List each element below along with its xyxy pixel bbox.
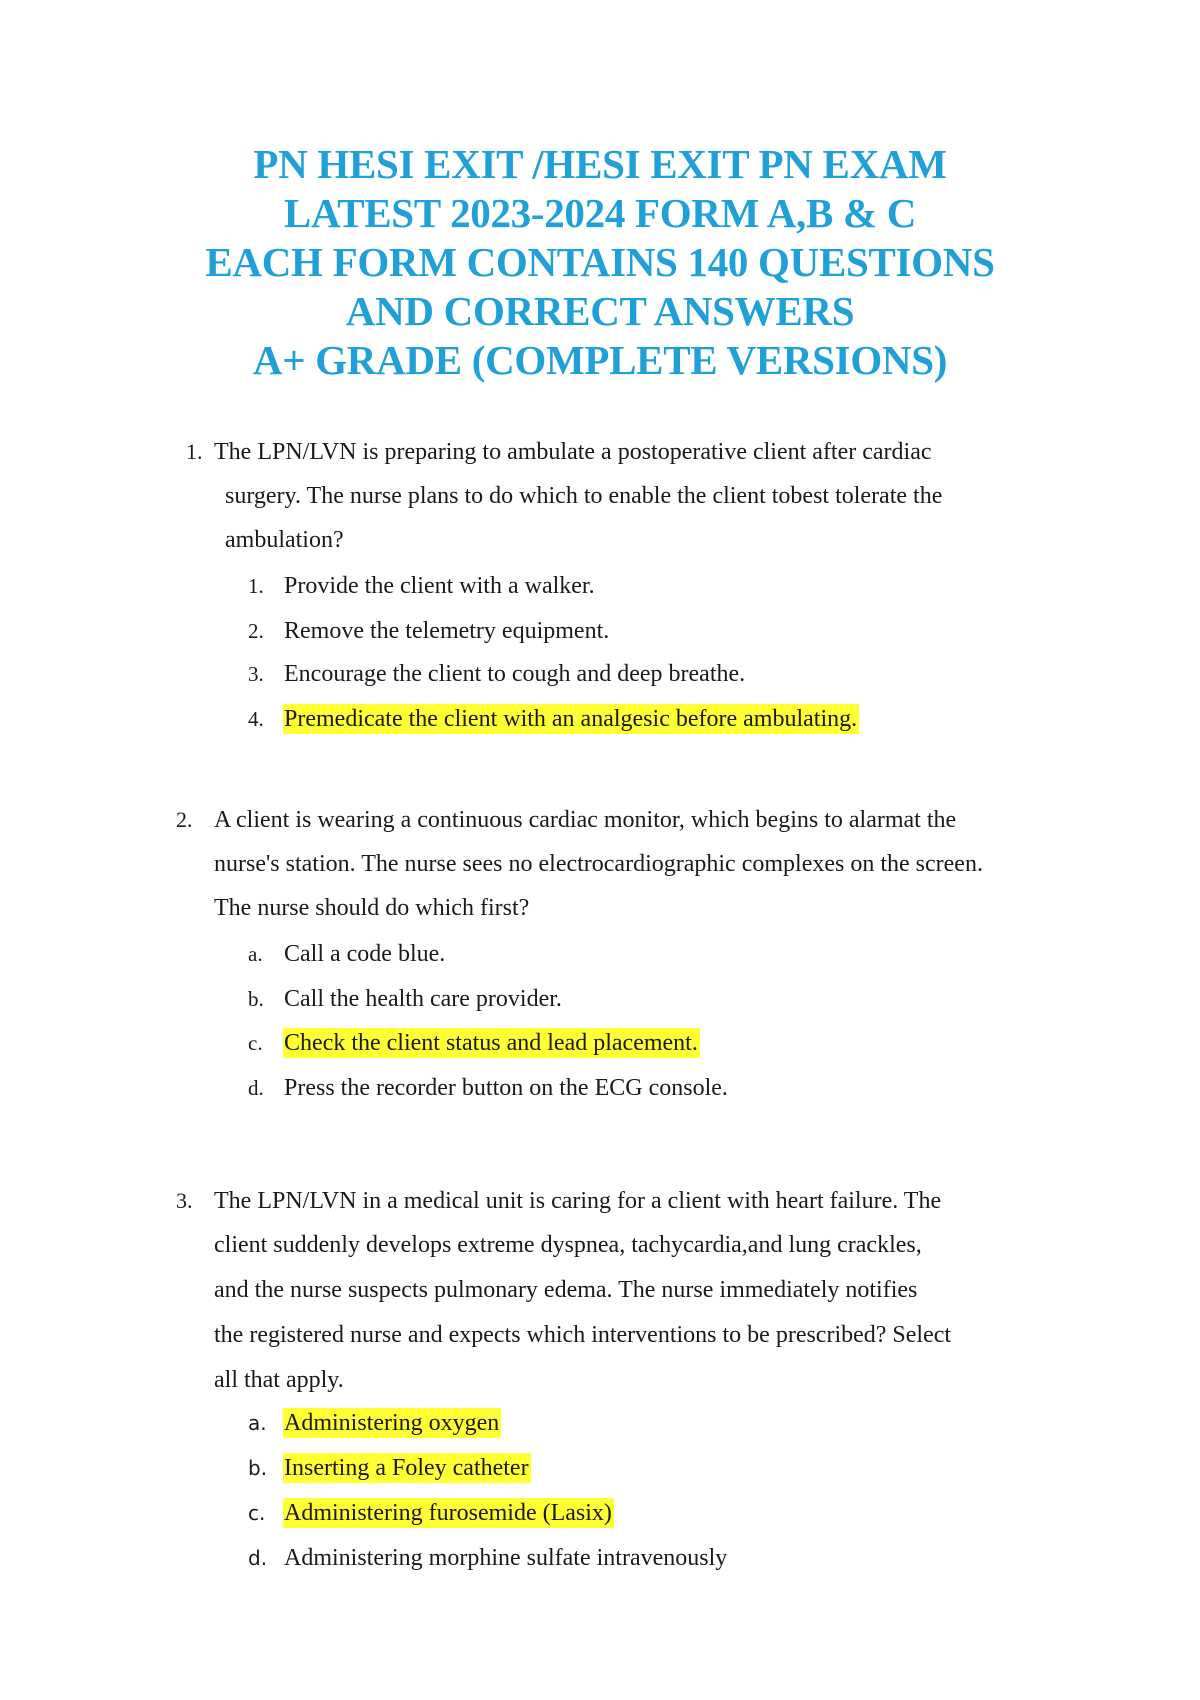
title-line: LATEST 2023-2024 FORM A,B & C — [283, 190, 917, 236]
correct-answer-highlight: Check the client status and lead placement. — [284, 1030, 698, 1056]
question-stem-line: all that apply. — [214, 1367, 344, 1393]
question-stem-line: A client is wearing a continuous cardiac monitor, which begins to alarmat the — [214, 807, 957, 833]
document-title — [0, 140, 1200, 385]
option-label: c. — [248, 1501, 266, 1525]
question-stem-line: client suddenly develops extreme dyspnea, tachycardia,and lung crackles, — [214, 1232, 922, 1258]
option-text: Remove the telemetry equipment. — [284, 618, 610, 644]
correct-answer-highlight: Administering oxygen — [284, 1410, 500, 1436]
option-text: Encourage the client to cough and deep breathe. — [284, 661, 746, 687]
title-line: PN HESI EXIT /HESI EXIT PN EXAM — [253, 141, 947, 187]
option-text: Provide the client with a walker. — [284, 573, 595, 599]
question-stem-line: The LPN/LVN in a medical unit is caring for a client with heart failure. The — [214, 1188, 942, 1214]
question-number: 1. — [186, 439, 203, 464]
question-stem-line: and the nurse suspects pulmonary edema. The nurse immediately notifies — [214, 1277, 918, 1303]
correct-answer-highlight: Administering furosemide (Lasix) — [284, 1500, 612, 1526]
question-stem-line: surgery. The nurse plans to do which to enable the client tobest tolerate the — [225, 483, 943, 509]
question-number: 2. — [176, 807, 193, 832]
option-label: d. — [248, 1076, 264, 1100]
option-text: Call the health care provider. — [284, 986, 562, 1012]
option-label: d. — [248, 1546, 268, 1570]
option-label: c. — [248, 1031, 263, 1055]
option-text: Call a code blue. — [284, 941, 446, 967]
option-label: 3. — [248, 662, 264, 686]
correct-answer-highlight: Premedicate the client with an analgesic before ambulating. — [284, 706, 858, 732]
option-label: 1. — [248, 574, 264, 598]
option-label: 2. — [248, 619, 264, 643]
option-label: b. — [248, 987, 264, 1011]
option-label: a. — [248, 942, 263, 966]
question-stem-line: ambulation? — [225, 527, 344, 553]
option-label: a. — [248, 1411, 267, 1435]
correct-answer-highlight: Inserting a Foley catheter — [284, 1455, 529, 1481]
question-stem-line: The LPN/LVN is preparing to ambulate a postoperative client after cardiac — [214, 439, 932, 465]
option-text: Press the recorder button on the ECG console. — [284, 1075, 728, 1101]
title-line: EACH FORM CONTAINS 140 QUESTIONS — [205, 239, 995, 285]
option-text: Administering morphine sulfate intravenously — [284, 1545, 728, 1571]
title-line: AND CORRECT ANSWERS — [345, 288, 855, 334]
option-label: 4. — [248, 707, 264, 731]
question-stem-line: nurse's station. The nurse sees no electrocardiographic complexes on the screen. — [214, 851, 983, 877]
question-stem-line: The nurse should do which first? — [214, 895, 530, 921]
question-stem-line: the registered nurse and expects which interventions to be prescribed? Select — [214, 1322, 952, 1348]
question-number: 3. — [176, 1188, 193, 1213]
option-label: b. — [248, 1456, 268, 1480]
title-line: A+ GRADE (COMPLETE VERSIONS) — [252, 337, 948, 383]
